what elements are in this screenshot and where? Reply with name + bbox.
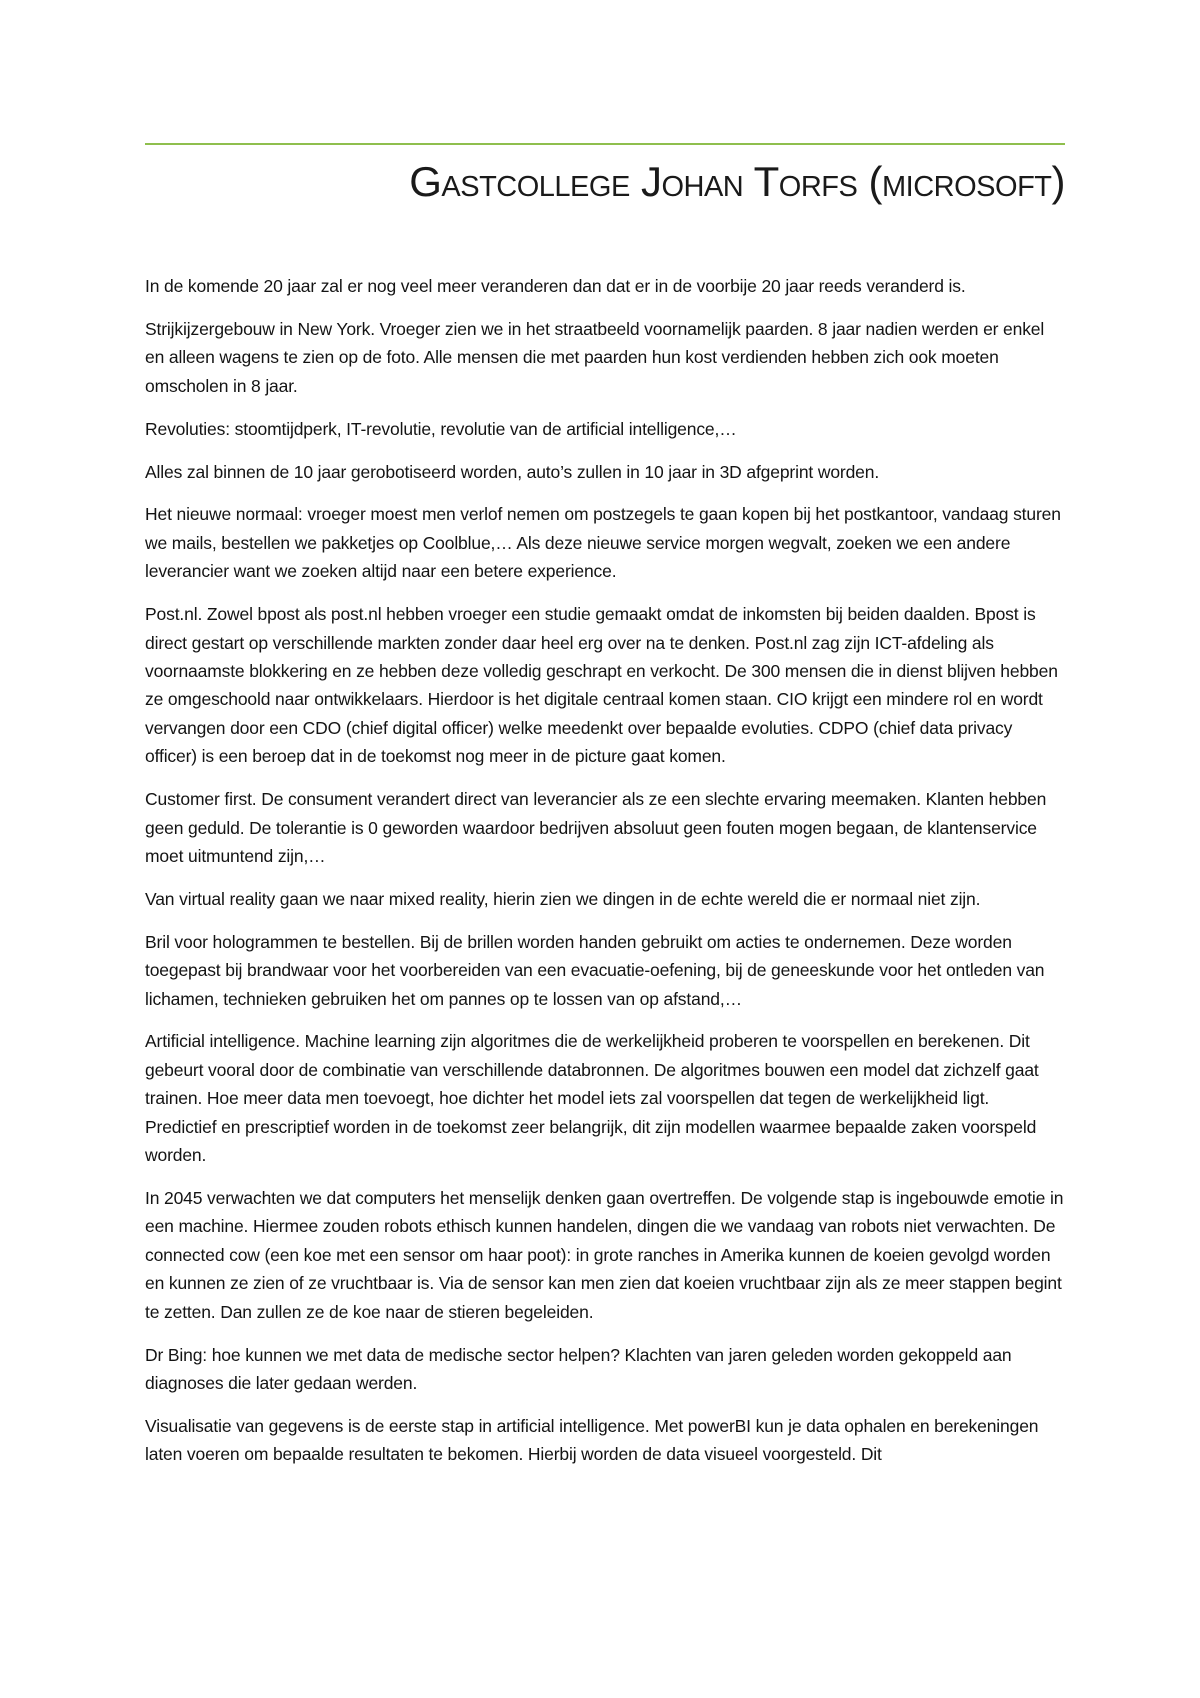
- page-title-text: Gastcollege Johan Torfs (microsoft): [409, 158, 1065, 205]
- paragraph: Van virtual reality gaan we naar mixed reality, hierin zien we dingen in de echte wereld die er normaal niet zijn.: [145, 888, 981, 909]
- paragraph: Dr Bing: hoe kunnen we met data de medische sector helpen? Klachten van jaren geleden worden gekoppeld aan diagnoses die later gedaan werden.: [145, 1344, 1012, 1393]
- paragraph: Artificial intelligence. Machine learning zijn algoritmes die de werkelijkheid proberen te voorspellen en berekenen. Dit gebeurt vooral door de combinatie van verschillende databronnen. De algoritmes bouwen een model dat zichzelf gaat trainen. Hoe meer data men toevoegt, hoe dichter het model iets zal voorspellen dat tegen de werkelijkheid ligt. Predictief en prescriptief worden in de toekomst zeer belangrijk, dit zijn modellen waarmee bepaalde zaken voorspeld worden.: [145, 1031, 1039, 1166]
- document-body: [145, 272, 1065, 1483]
- paragraph: Customer first. De consument verandert direct van leverancier als ze een slechte ervaring meemaken. Klanten hebben geen geduld. De tolerantie is 0 geworden waardoor bedrijven absoluut geen fouten mogen begaan, de klantenservice moet uitmuntend zijn,…: [145, 789, 1047, 866]
- paragraph: Post.nl. Zowel bpost als post.nl hebben vroeger een studie gemaakt omdat de inkomsten bij beiden daalden. Bpost is direct gestart op verschillende markten zonder daar heel erg over na te denken. Post.nl zag zijn ICT-afdeling als voornaamste blokkering en ze hebben deze volledig geschrapt en verkocht. De 300 mensen die in dienst blijven hebben ze omgeschoold naar ontwikkelaars. Hierdoor is het digitale centraal komen staan. CIO krijgt een mindere rol en wordt vervangen door een CDO (chief digital officer) welke meedenkt over bepaalde evoluties. CDPO (chief data privacy officer) is een beroep dat in de toekomst nog meer in de picture gaat komen.: [145, 604, 1058, 767]
- paragraph: Strijkijzergebouw in New York. Vroeger zien we in het straatbeeld voornamelijk paarden. 8 jaar nadien werden er enkel en alleen wagens te zien op de foto. Alle mensen die met paarden hun kost verdienden hebben zich ook moeten omscholen in 8 jaar.: [145, 318, 1045, 396]
- paragraph: Visualisatie van gegevens is de eerste stap in artificial intelligence. Met powerBI kun je data ophalen en berekeningen laten voeren om bepaalde resultaten te bekomen. Hierbij worden de data visueel voorgesteld. Dit: [145, 1415, 1039, 1465]
- paragraph: Revoluties: stoomtijdperk, IT-revolutie, revolutie van de artificial intelligence,…: [145, 418, 737, 439]
- page-title: [409, 158, 1065, 206]
- paragraph: In de komende 20 jaar zal er nog veel meer veranderen dan dat er in de voorbije 20 jaar reeds veranderd is.: [145, 276, 966, 296]
- paragraph: Bril voor hologrammen te bestellen. Bij de brillen worden handen gebruikt om acties te ondernemen. Deze worden toegepast bij brandwaar voor het voorbereiden van een evacuatie-oefening, bij de geneeskunde voor het ontleden van lichamen, technieken gebruiken het om pannes op te lossen van op afstand,…: [145, 931, 1045, 1009]
- document-page: [145, 0, 1065, 1698]
- paragraph: Alles zal binnen de 10 jaar gerobotiseerd worden, auto’s zullen in 10 jaar in 3D afgeprint worden.: [145, 461, 880, 482]
- title-divider: [145, 143, 1065, 145]
- paragraph: Het nieuwe normaal: vroeger moest men verlof nemen om postzegels te gaan kopen bij het postkantoor, vandaag sturen we mails, bestellen we pakketjes op Coolblue,… Als deze nieuwe service morgen wegvalt, zoeken we een andere leverancier want we zoeken altijd naar een betere experience.: [145, 504, 1061, 582]
- paragraph: In 2045 verwachten we dat computers het menselijk denken gaan overtreffen. De volgende stap is ingebouwde emotie in een machine. Hiermee zouden robots ethisch kunnen handelen, dingen die we vandaag van robots niet verwachten. De connected cow (een koe met een sensor om haar poot): in grote ranches in Amerika kunnen de koeien gevolgd worden en kunnen ze zien of ze vruchtbaar is. Via de sensor kan men zien dat koeien vruchtbaar zijn als ze meer stappen begint te zetten. Dan zullen ze de koe naar de stieren begeleiden.: [145, 1187, 1064, 1322]
